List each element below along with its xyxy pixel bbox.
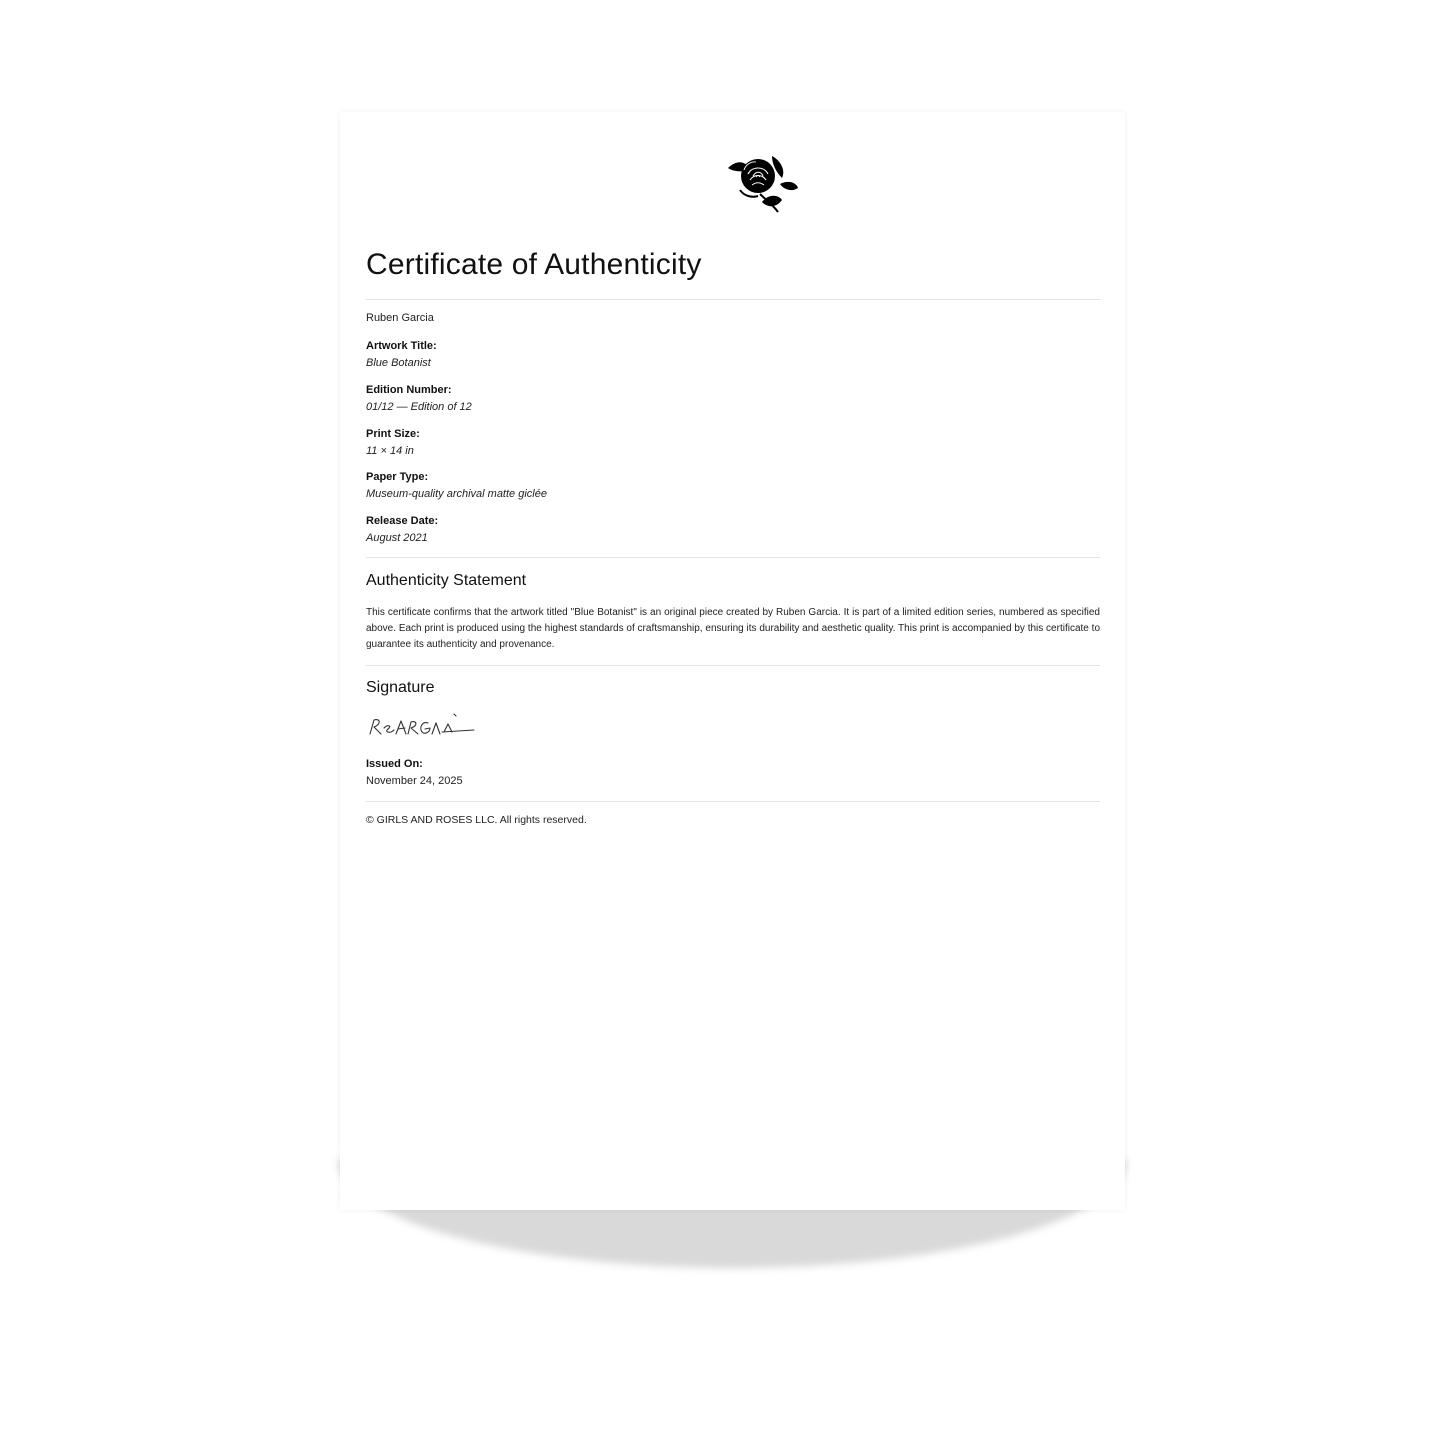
field-value: August 2021	[366, 532, 428, 544]
certificate-title: Certificate of Authenticity	[366, 248, 702, 281]
field-label: Edition Number:	[366, 384, 452, 396]
divider	[366, 557, 1100, 558]
field-value: Museum-quality archival matte giclée	[366, 488, 547, 500]
field-value: 01/12 — Edition of 12	[366, 401, 472, 413]
certificate-page	[340, 112, 1125, 1210]
field-label: Release Date:	[366, 515, 439, 527]
statement-body: This certificate confirms that the artwork titled "Blue Botanist" is an original piece created by Ruben Garcia. It is part of a limited edition series, numbered as specified above. Each print is produced using the highest standards of craftsmanship, ensuring its durability and aesthetic quality. This print is accompanied by this certificate to guarantee its authenticity and provenance.	[366, 607, 1100, 650]
field-paper-type	[366, 470, 547, 501]
signature-image	[366, 710, 476, 742]
field-edition-number	[366, 383, 472, 414]
issued-on	[366, 757, 463, 788]
field-value: Blue Botanist	[366, 357, 431, 369]
divider	[366, 665, 1100, 666]
field-label: Paper Type:	[366, 471, 429, 483]
rose-icon	[722, 150, 798, 214]
artist-name: Ruben Garcia	[366, 312, 434, 324]
divider	[366, 801, 1100, 802]
signature-heading: Signature	[366, 679, 435, 696]
field-artwork-title	[366, 339, 437, 370]
statement-heading: Authenticity Statement	[366, 572, 527, 589]
field-label: Print Size:	[366, 428, 420, 440]
field-print-size	[366, 427, 420, 458]
issued-label: Issued On:	[366, 758, 423, 770]
field-label: Artwork Title:	[366, 340, 437, 352]
divider	[366, 299, 1100, 300]
field-value: 11 × 14 in	[366, 445, 414, 457]
field-release-date	[366, 514, 438, 545]
issued-value: November 24, 2025	[366, 775, 463, 787]
copyright-footer: © GIRLS AND ROSES LLC. All rights reserved.	[366, 814, 587, 826]
